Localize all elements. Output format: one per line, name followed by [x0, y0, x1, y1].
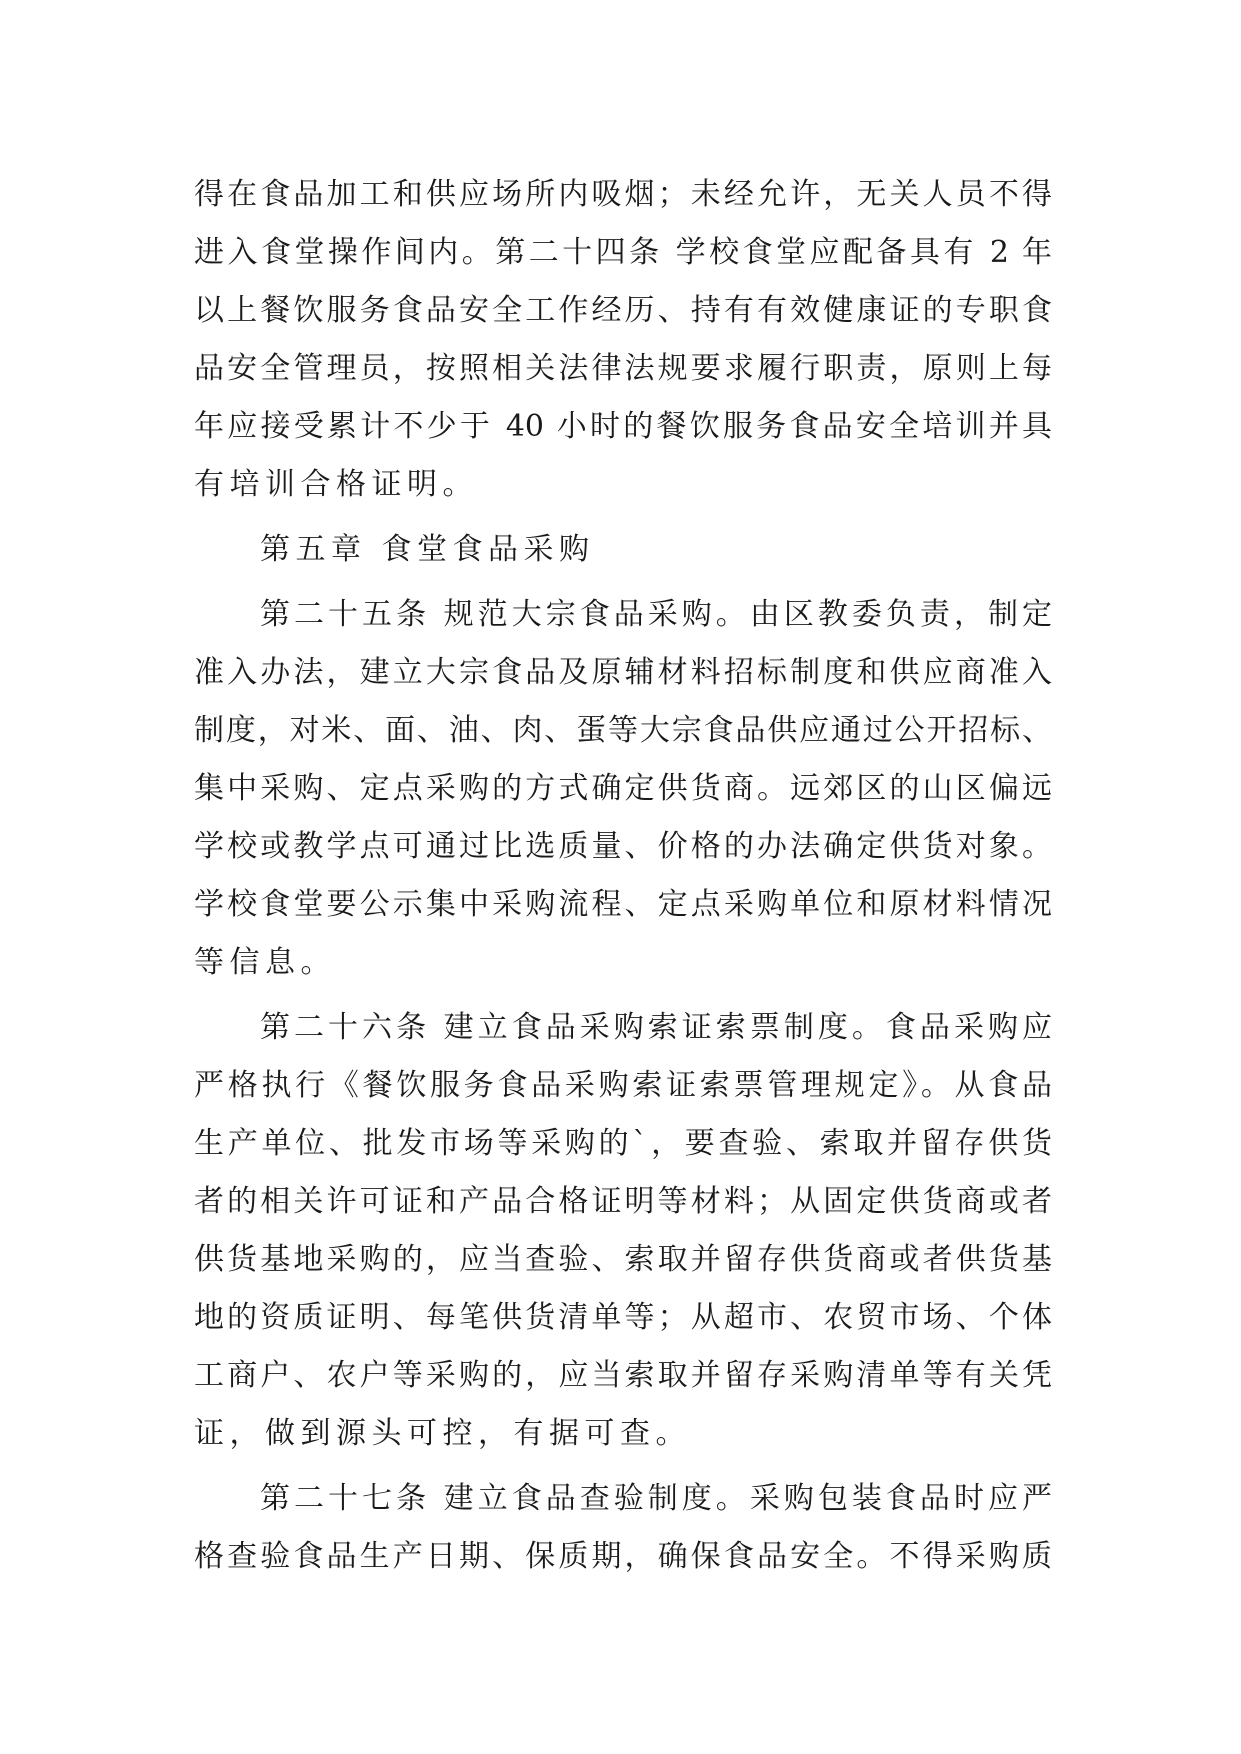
chapter-heading: 第五章 食堂食品采购	[260, 532, 595, 567]
text-line: 品安全管理员，按照相关法律法规要求履行职责，原则上每	[194, 351, 1052, 386]
text-line: 以上餐饮服务食品安全工作经历、持有有效健康证的专职食	[194, 293, 1052, 328]
text-line: 有培训合格证明。	[194, 467, 478, 502]
text-line: 年应接受累计不少于 40 小时的餐饮服务食品安全培训并具	[194, 409, 1052, 444]
text-line: 集中采购、定点采购的方式确定供货商。远郊区的山区偏远	[194, 771, 1052, 806]
text-line: 制度，对米、面、油、肉、蛋等大宗食品供应通过公开招标、	[194, 713, 1052, 748]
text-line: 得在食品加工和供应场所内吸烟；未经允许，无关人员不得	[194, 177, 1052, 212]
text-line: 准入办法，建立大宗食品及原辅材料招标制度和供应商准入	[194, 655, 1052, 690]
document-body	[194, 166, 1052, 1586]
article-first-line: 第二十七条 建立食品查验制度。采购包装食品时应严	[260, 1481, 1052, 1516]
text-line: 学校或教学点可通过比选质量、价格的办法确定供货对象。	[194, 829, 1052, 864]
text-line: 格查验食品生产日期、保质期，确保食品安全。不得采购质	[194, 1539, 1052, 1574]
article-first-line: 第二十六条 建立食品采购索证索票制度。食品采购应	[260, 1010, 1052, 1045]
text-line: 学校食堂要公示集中采购流程、定点采购单位和原材料情况	[194, 887, 1052, 922]
article-first-line: 第二十五条 规范大宗食品采购。由区教委负责，制定	[260, 597, 1052, 632]
text-line: 证，做到源头可控，有据可查。	[194, 1416, 691, 1451]
text-line: 地的资质证明、每笔供货清单等；从超市、农贸市场、个体	[194, 1300, 1052, 1335]
text-line: 工商户、农户等采购的，应当索取并留存采购清单等有关凭	[194, 1358, 1052, 1393]
text-line: 进入食堂操作间内。第二十四条 学校食堂应配备具有 2 年	[194, 235, 1052, 270]
text-line: 生产单位、批发市场等采购的`，要查验、索取并留存供货	[194, 1126, 1052, 1161]
text-line: 供货基地采购的，应当查验、索取并留存供货商或者供货基	[194, 1242, 1052, 1277]
text-line: 等信息。	[194, 945, 336, 980]
text-line: 严格执行《餐饮服务食品采购索证索票管理规定》。从食品	[194, 1068, 1052, 1103]
text-line: 者的相关许可证和产品合格证明等材料；从固定供货商或者	[194, 1184, 1052, 1219]
